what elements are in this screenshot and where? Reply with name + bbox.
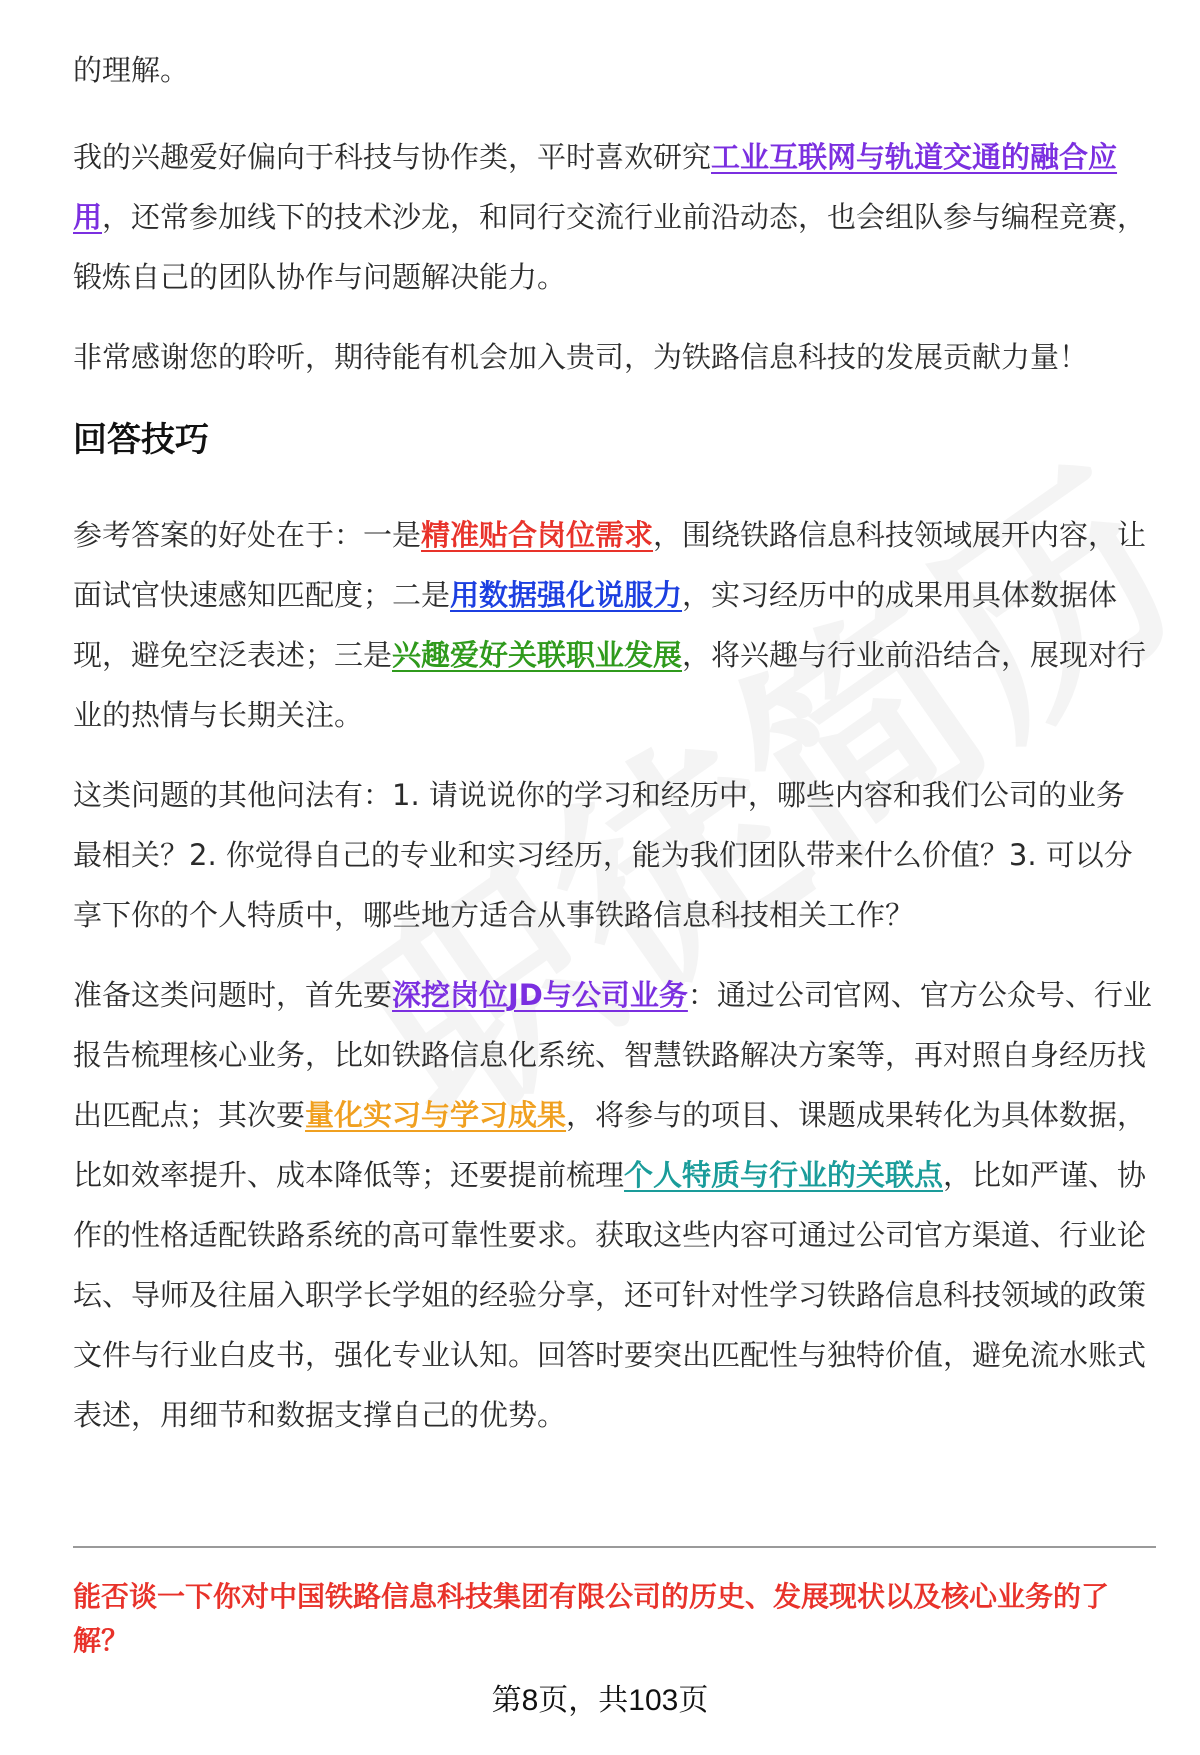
highlight-keyword: 精准贴合岗位需求 [421,518,654,552]
highlight-keyword: 量化实习与学习成果 [305,1098,567,1132]
highlight-keyword: 深挖岗位JD与公司业务 [392,978,688,1012]
document-body [73,40,1153,1445]
highlight-keyword: 用数据强化说服力 [450,578,683,612]
highlight-keyword: 工业互联网与轨道交通的融合应用 [73,140,1118,234]
paragraph-hobbies [73,127,1153,307]
page-number: 第8页，共103页 [491,1684,709,1717]
paragraph-text: 的理解。 [73,53,190,87]
paragraph-preparation [73,965,1153,1445]
paragraph-text: ，围绕铁路信息科技领域展开内容，让面试官快速感知匹配度；二是 [73,518,1147,612]
paragraph-text: ，将兴趣与行业前沿结合，展现对行业的热情与长期关注。 [73,638,1147,732]
next-question: 能否谈一下你对中国铁路信息科技集团有限公司的历史、发展现状以及核心业务的了解？ [73,1580,1110,1657]
paragraph-advantages [73,505,1153,745]
divider [73,1546,1156,1548]
paragraph-intro-end [73,40,1153,100]
paragraph-alternatives [73,765,1153,945]
paragraph-text: 非常感谢您的聆听，期待能有机会加入贵司，为铁路信息科技的发展贡献力量！ [73,340,1089,374]
paragraph-text: 我的兴趣爱好偏向于科技与协作类，平时喜欢研究 [73,140,712,174]
paragraph-text: ：通过公司官网、官方公众号、行业报告梳理核心业务，比如铁路信息化系统、智慧铁路解决方案等，再对照自身经历找出匹配点；其次要 [73,978,1152,1132]
paragraph-text: ，实习经历中的成果用具体数据体现，避免空泛表述；三是 [73,578,1118,672]
highlight-keyword: 兴趣爱好关联职业发展 [392,638,683,672]
paragraph-thanks [73,327,1153,387]
paragraph-text: ，将参与的项目、课题成果转化为具体数据，比如效率提升、成本降低等；还要提前梳理 [73,1098,1147,1192]
paragraph-text: ，比如严谨、协作的性格适配铁路系统的高可靠性要求。获取这些内容可通过公司官方渠道、行业论坛、导师及往届入职学长学姐的经验分享，还可针对性学习铁路信息科技领域的政策文件与行业白皮书，强化专业认知。回答时要突出匹配性与独特价值，避免流水账式表述，用细节和数据支撑自己的优势。 [73,1158,1147,1432]
section-heading: 回答技巧 [73,420,209,460]
paragraph-text: ，还常参加线下的技术沙龙，和同行交流行业前沿动态，也会组队参与编程竞赛，锻炼自己的团队协作与问题解决能力。 [73,200,1147,294]
paragraph-text: 这类问题的其他问法有：1. 请说说你的学习和经历中，哪些内容和我们公司的业务最相关？2. 你觉得自己的专业和实习经历，能为我们团队带来什么价值？3. 可以分享下你的个人特质中，哪些地方适合从事铁路信息科技相关工作？ [73,778,1133,932]
highlight-keyword: 个人特质与行业的关联点 [624,1158,944,1192]
paragraph-text: 准备这类问题时，首先要 [73,978,393,1012]
paragraph-text: 参考答案的好处在于：一是 [73,518,422,552]
